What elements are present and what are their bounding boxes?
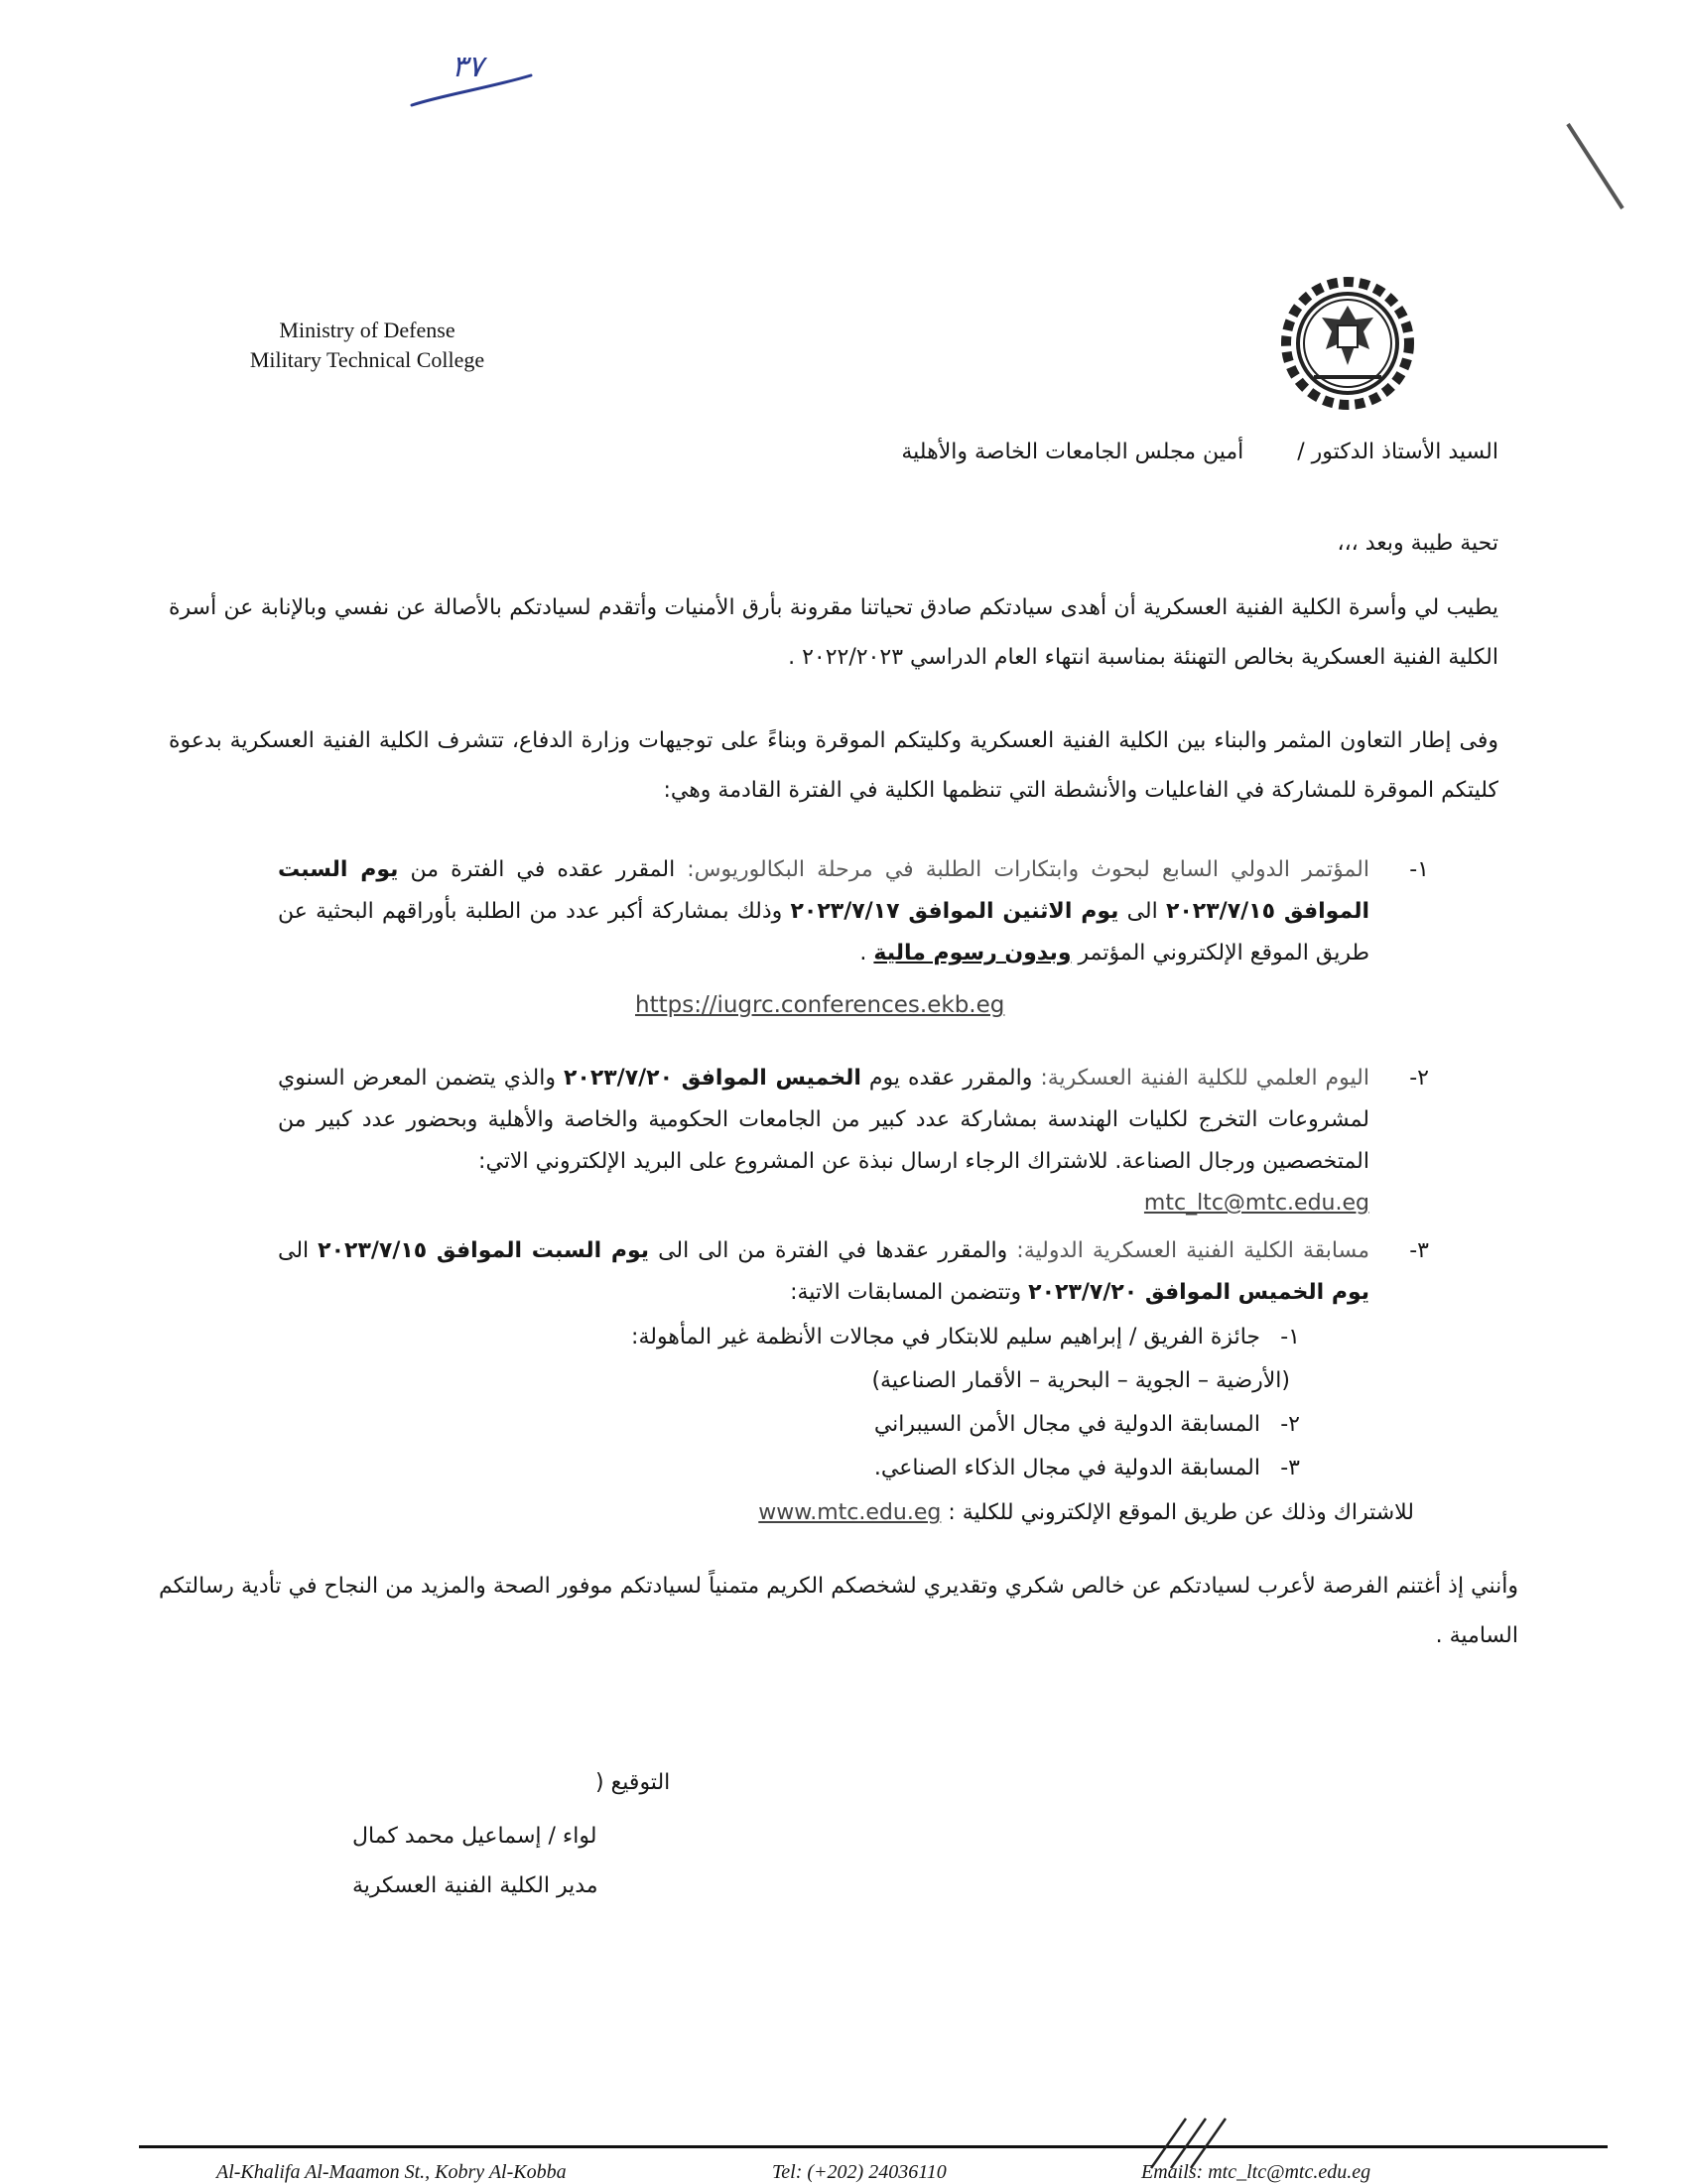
college-name: Military Technical College xyxy=(249,347,485,372)
recipient-salutation: السيد الأستاذ الدكتور / xyxy=(1297,440,1498,464)
paragraph-invitation: وفى إطار التعاون المثمر والبناء بين الكلية الفنية العسكرية وكليتكم الموقرة وبناءً على توجيهات وزارة الدفاع، تتشرف الكلية الفنية العسكرية بدعوة كليتكم الموقرة للمشاركة في الفاعليات والأنشطة التي تنظمها الكلية في الفترة القادمة وهي: xyxy=(169,728,1498,803)
item-date: الخميس الموافق ٢٠٢٣/٧/٢٠ xyxy=(563,1066,861,1091)
item-text: والذي يتضمن المعرض السنوي لمشروعات التخرج لكليات الهندسة بمشاركة عدد كبير من الجامعات الحكومية والخاصة والأهلية وبحضور عدد كبير من المتخصصين ورجال الصناعة. للاشتراك الرجاء ارسال نبذة عن المشروع على البريد الإلكتروني الاتي: xyxy=(278,1066,1369,1174)
item-text: المقرر عقده في الفترة من xyxy=(398,857,688,882)
handwritten-page-number xyxy=(402,36,541,125)
competition-subitem xyxy=(631,1316,1300,1359)
paragraph-congratulations: يطيب لي وأسرة الكلية الفنية العسكرية أن أهدى سيادتكم صادق تحياتنا مقرونة بأرق الأمنيات وأتقدم لسيادتكم بالأصالة عن نفسي وبالإنابة عن أسرة الكلية الفنية العسكرية بخالص التهنئة بمناسبة انتهاء العام الدراسي ٢٠٢٢/٢٠٢٣ . xyxy=(169,595,1498,670)
item-text: وذلك بمشاركة أكبر عدد من الطلبة بأوراقهم البحثية عن طريق الموقع الإلكتروني المؤتمر xyxy=(278,899,1369,965)
participate-line xyxy=(758,1500,1414,1525)
item-title: مسابقة الكلية الفنية العسكرية الدولية: xyxy=(1016,1238,1369,1263)
item-number: ١- xyxy=(1409,857,1429,882)
subitem-number: ٣- xyxy=(1280,1456,1300,1480)
participate-text: للاشتراك وذلك عن طريق الموقع الإلكتروني للكلية : xyxy=(948,1500,1414,1525)
subitem-number: ١- xyxy=(1280,1325,1300,1349)
item-text: وتتضمن المسابقات الاتية: xyxy=(790,1280,1029,1305)
closing-paragraph: وأنني إذ أغتنم الفرصة لأعرب لسيادتكم عن خالص شكري وتقديري لشخصكم الكريم متمنياً لسيادتكم موفور الصحة والمزيد من النجاح في تأدية رسالتكم السامية . xyxy=(159,1574,1518,1648)
item-date-end: يوم الخميس الموافق ٢٠٢٣/٧/٢٠ xyxy=(1028,1280,1369,1305)
item-text: والمقرر عقدها في الفترة من الى الى xyxy=(649,1238,1017,1263)
conference-link[interactable]: https://iugrc.conferences.ekb.eg xyxy=(635,992,1005,1018)
college-emblem-icon xyxy=(1278,274,1417,413)
footer-divider xyxy=(139,2145,1608,2148)
item-title: المؤتمر الدولي السابع لبحوث وابتكارات الطلبة في مرحلة البكالوريوس: xyxy=(687,857,1369,882)
item-date-end: يوم الاثنين الموافق ٢٠٢٣/٧/١٧ xyxy=(790,899,1119,924)
recipient-position: أمين مجلس الجامعات الخاصة والأهلية xyxy=(901,440,1244,464)
footer-email[interactable]: Emails: mtc_ltc@mtc.edu.eg xyxy=(1141,2161,1371,2183)
signatory-name: لواء / إسماعيل محمد كمال xyxy=(352,1824,597,1849)
signature-label: التوقيع ( xyxy=(595,1770,671,1795)
scan-artifact xyxy=(1563,119,1632,218)
ministry-name: Ministry of Defense xyxy=(279,318,455,342)
event-item-competition xyxy=(278,1230,1429,1314)
science-day-email-link[interactable]: mtc_ltc@mtc.edu.eg xyxy=(1143,1191,1369,1216)
recipient-line xyxy=(901,440,1498,464)
event-item-science-day xyxy=(278,1058,1429,1224)
item-text: والمقرر عقده يوم xyxy=(860,1066,1041,1091)
item-date-start: يوم السبت الموافق ٢٠٢٣/٧/١٥ xyxy=(278,857,1370,924)
subitem-text: جائزة الفريق / إبراهيم سليم للابتكار في مجالات الأنظمة غير المأهولة: xyxy=(631,1325,1260,1349)
competition-subitem-detail xyxy=(871,1359,1290,1403)
subitem-text: المسابقة الدولية في مجال الذكاء الصناعي. xyxy=(873,1456,1260,1480)
item-text: الى xyxy=(278,1238,319,1263)
event-item-conference xyxy=(278,849,1429,974)
college-website-link[interactable]: www.mtc.edu.eg xyxy=(758,1500,942,1525)
item-date-start: يوم السبت الموافق ٢٠٢٣/٧/١٥ xyxy=(318,1238,650,1263)
competition-subitem xyxy=(874,1403,1300,1447)
footer-telephone: Tel: (+202) 24036110 xyxy=(772,2161,947,2183)
footer-address: Al-Khalifa Al-Maamon St., Kobry Al-Kobba xyxy=(216,2161,567,2183)
item-number: ٢- xyxy=(1409,1066,1429,1091)
letterhead xyxy=(198,316,536,375)
subitem-text: المسابقة الدولية في مجال الأمن السيبراني xyxy=(873,1412,1260,1437)
item-number: ٣- xyxy=(1409,1238,1429,1263)
greeting: تحية طيبة وبعد ،،، xyxy=(1337,531,1498,556)
item-no-fees: وبدون رسوم مالية xyxy=(873,941,1072,965)
signatory-title: مدير الكلية الفنية العسكرية xyxy=(352,1873,598,1898)
item-text: . xyxy=(859,941,874,965)
subitem-number: ٢- xyxy=(1280,1412,1300,1437)
item-title: اليوم العلمي للكلية الفنية العسكرية: xyxy=(1040,1066,1369,1091)
subitem-text: (الأرضية – الجوية – البحرية – الأقمار الصناعية) xyxy=(871,1368,1290,1393)
page-number-text: ٣٧ xyxy=(452,50,484,84)
competition-subitem xyxy=(874,1447,1300,1490)
item-text: الى xyxy=(1118,899,1166,924)
